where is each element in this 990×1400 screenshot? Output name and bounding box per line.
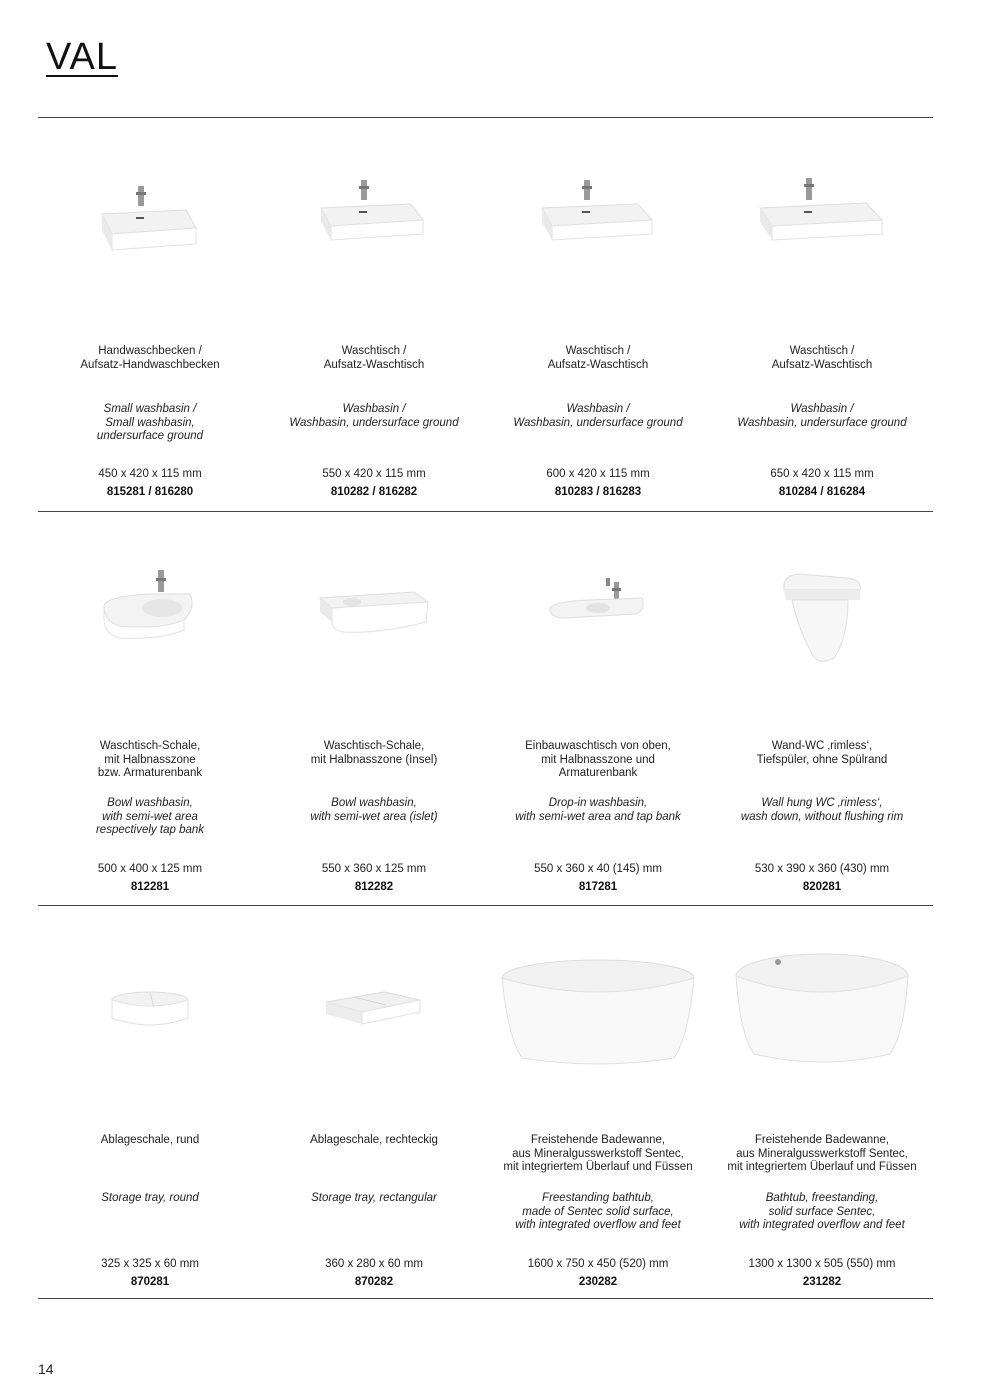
- product-name-de: Ablageschale, rechteckig: [310, 1134, 438, 1146]
- product-row-1: [38, 118, 933, 513]
- product-name-de: Waschtisch-Schale, mit Halbnasszone bzw. Armaturenbank: [97, 740, 203, 779]
- product-name-en: Small washbasin / Small washbasin, undersurface ground: [96, 403, 204, 442]
- product-card[interactable]: [262, 906, 486, 1301]
- product-name-en: Washbasin / Washbasin, undersurface ground: [513, 403, 683, 429]
- product-dimensions: 325 x 325 x 60 mm: [101, 1258, 199, 1270]
- product-name-de: Waschtisch / Aufsatz-Waschtisch: [547, 345, 649, 371]
- product-name-de: Ablageschale, rund: [100, 1134, 200, 1146]
- product-name-en: Wall hung WC ‚rimless‘, wash down, without flushing rim: [740, 797, 904, 823]
- product-card[interactable]: [38, 512, 262, 907]
- product-name-en: Bowl washbasin, with semi-wet area (islet): [310, 797, 438, 823]
- product-name-de: Wand-WC ‚rimless‘, Tiefspüler, ohne Spülrand: [756, 740, 888, 766]
- product-dimensions: 600 x 420 x 115 mm: [546, 468, 650, 480]
- product-card[interactable]: [262, 512, 486, 907]
- product-code: 870282: [354, 1276, 394, 1288]
- product-name-en: Storage tray, rectangular: [311, 1192, 437, 1204]
- bowl-washbasin-image: [38, 520, 262, 740]
- product-card[interactable]: [486, 118, 710, 513]
- product-card[interactable]: [262, 118, 486, 513]
- product-name-de: Waschtisch / Aufsatz-Waschtisch: [323, 345, 425, 371]
- product-card[interactable]: [486, 906, 710, 1301]
- product-name-en: Bowl washbasin, with semi-wet area respectively tap bank: [95, 797, 205, 836]
- product-code: 810284 / 816284: [778, 486, 866, 498]
- product-card[interactable]: [486, 512, 710, 907]
- product-row-3: [38, 906, 933, 1301]
- product-name-en: Bathtub, freestanding, solid surface Sentec, with integrated overflow and feet: [739, 1192, 905, 1231]
- product-card[interactable]: [38, 906, 262, 1301]
- product-card[interactable]: [710, 512, 934, 907]
- product-code: 812282: [354, 881, 394, 893]
- drop-in-washbasin-image: [486, 520, 710, 740]
- page-title: VAL: [46, 36, 119, 78]
- product-name-de: Freistehende Badewanne, aus Mineralgusswerkstoff Sentec, mit integriertem Überlauf und Füssen: [727, 1134, 917, 1173]
- product-name-de: Waschtisch / Aufsatz-Waschtisch: [771, 345, 873, 371]
- product-dimensions: 1300 x 1300 x 505 (550) mm: [748, 1258, 896, 1270]
- storage-tray-round-image: [38, 914, 262, 1134]
- washbasin-image: [486, 126, 710, 346]
- product-code: 812281: [130, 881, 170, 893]
- product-dimensions: 360 x 280 x 60 mm: [325, 1258, 423, 1270]
- divider: [38, 1298, 933, 1299]
- product-name-en: Drop-in washbasin, with semi-wet area and tap bank: [515, 797, 681, 823]
- product-name-de: Freistehende Badewanne, aus Mineralgusswerkstoff Sentec, mit integriertem Überlauf und Füssen: [503, 1134, 693, 1173]
- product-code: 817281: [578, 881, 618, 893]
- washbasin-image: [262, 126, 486, 346]
- product-code: 870281: [130, 1276, 170, 1288]
- product-dimensions: 550 x 360 x 40 (145) mm: [534, 863, 662, 875]
- product-dimensions: 530 x 390 x 360 (430) mm: [754, 863, 890, 875]
- product-code: 231282: [802, 1276, 842, 1288]
- product-name-de: Waschtisch-Schale, mit Halbnasszone (Insel): [310, 740, 438, 766]
- product-dimensions: 500 x 400 x 125 mm: [97, 863, 203, 875]
- product-dimensions: 1600 x 750 x 450 (520) mm: [527, 1258, 669, 1270]
- round-bathtub-image: [710, 914, 934, 1134]
- product-name-en: Washbasin / Washbasin, undersurface ground: [737, 403, 907, 429]
- product-dimensions: 650 x 420 x 115 mm: [770, 468, 874, 480]
- product-code: 815281 / 816280: [106, 486, 194, 498]
- product-name-en: Freestanding bathtub, made of Sentec solid surface, with integrated overflow and feet: [515, 1192, 681, 1231]
- product-code: 810282 / 816282: [330, 486, 418, 498]
- product-code: 820281: [802, 881, 842, 893]
- product-dimensions: 550 x 360 x 125 mm: [321, 863, 427, 875]
- product-code: 810283 / 816283: [554, 486, 642, 498]
- bowl-washbasin-islet-image: [262, 520, 486, 740]
- product-row-2: [38, 512, 933, 907]
- product-card[interactable]: [710, 118, 934, 513]
- product-name-de: Einbauwaschtisch von oben, mit Halbnasszone und Armaturenbank: [525, 740, 671, 779]
- product-code: 230282: [578, 1276, 618, 1288]
- small-washbasin-image: [38, 126, 262, 346]
- page-number: 14: [38, 1361, 54, 1377]
- product-name-de: Handwaschbecken / Aufsatz-Handwaschbecken: [80, 345, 220, 371]
- product-card[interactable]: [710, 906, 934, 1301]
- wall-hung-wc-image: [710, 520, 934, 740]
- product-name-en: Washbasin / Washbasin, undersurface ground: [289, 403, 459, 429]
- storage-tray-rectangular-image: [262, 914, 486, 1134]
- product-dimensions: 550 x 420 x 115 mm: [322, 468, 426, 480]
- washbasin-image: [710, 126, 934, 346]
- product-name-en: Storage tray, round: [101, 1192, 199, 1204]
- freestanding-bathtub-image: [486, 914, 710, 1134]
- product-card[interactable]: [38, 118, 262, 513]
- product-dimensions: 450 x 420 x 115 mm: [98, 468, 202, 480]
